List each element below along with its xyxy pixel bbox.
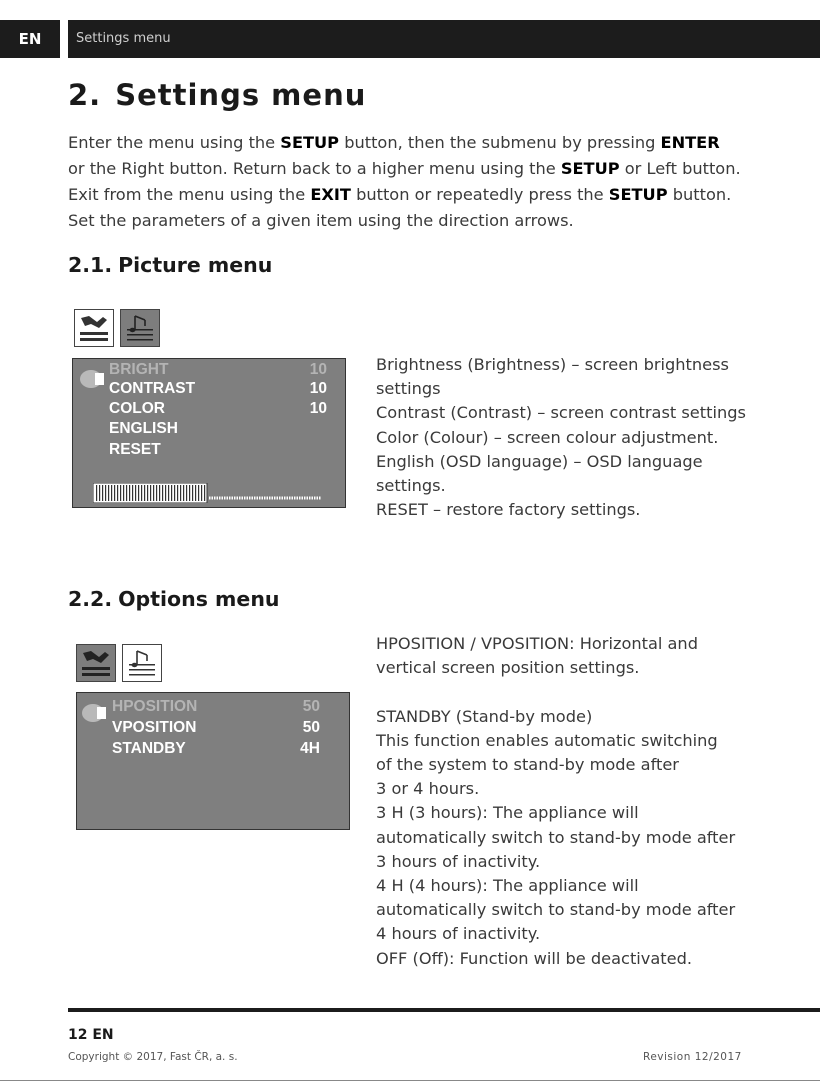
settings-note-icon xyxy=(122,644,162,682)
osd-bar-tick xyxy=(138,485,139,501)
osd-bar-tick xyxy=(192,485,193,501)
osd-bar-tick xyxy=(183,485,184,501)
osd-bar-tick xyxy=(204,485,205,501)
osd-bar-tick xyxy=(156,485,157,501)
picture-menu-heading: 2.1. Picture menu xyxy=(68,253,273,277)
options-osd-screen: HPOSITION 50 VPOSITION 50 STANDBY 4H xyxy=(76,692,350,830)
intro-line-1: Enter the menu using the SETUP button, then the submenu by pressing ENTER xyxy=(68,133,720,152)
osd-bar-tick xyxy=(120,485,121,501)
page-title xyxy=(68,78,366,112)
osd-bar-tick xyxy=(108,485,109,501)
intro-paragraph xyxy=(68,130,808,234)
osd-bar-tick xyxy=(168,485,169,501)
osd-bar-tick xyxy=(177,485,178,501)
osd-bar-tick xyxy=(105,485,106,501)
osd-bar-tick xyxy=(129,485,130,501)
osd-bar-tick xyxy=(111,485,112,501)
intro-line-2: or the Right button. Return back to a higher menu using the SETUP or Left button. xyxy=(68,159,741,178)
osd-bar-tick xyxy=(117,485,118,501)
osd-bar-tick xyxy=(174,485,175,501)
osd-bar-tick xyxy=(147,485,148,501)
osd-bar-tick xyxy=(201,485,202,501)
osd-bar-tick xyxy=(114,485,115,501)
osd-bar-tick xyxy=(180,485,181,501)
intro-line-3: Exit from the menu using the EXIT button or repeatedly press the SETUP button. xyxy=(68,185,732,204)
section-number: 2. xyxy=(68,78,102,112)
osd-bar-tick xyxy=(162,485,163,501)
intro-line-4: Set the parameters of a given item using the direction arrows. xyxy=(68,211,574,230)
header-breadcrumb: Settings menu xyxy=(68,20,820,58)
footer-rule xyxy=(68,1008,820,1012)
osd-bar-tick xyxy=(102,485,103,501)
osd-bar-tick xyxy=(159,485,160,501)
bottom-rule xyxy=(0,1080,820,1081)
osd-bar-tick xyxy=(165,485,166,501)
osd-bar-tick xyxy=(135,485,136,501)
revision-text: Revision 12/2017 xyxy=(643,1051,742,1063)
osd-bar-tick xyxy=(96,485,97,501)
osd-bar-tick xyxy=(141,485,142,501)
osd-bar-tick xyxy=(132,485,133,501)
copyright-text: Copyright © 2017, Fast ČR, a. s. xyxy=(68,1051,238,1063)
osd-bar-tick xyxy=(150,485,151,501)
osd-logo-icon xyxy=(81,702,109,724)
osd-level-bar xyxy=(93,483,321,503)
osd-bar-tick xyxy=(153,485,154,501)
picture-osd-screen: BRIGHT 10 CONTRAST 10 COLOR 10 ENGLISH RESET xyxy=(72,358,346,508)
section-title: Settings menu xyxy=(115,78,367,112)
picture-icon xyxy=(74,309,114,347)
osd-bar-tick xyxy=(189,485,190,501)
options-menu-description: HPOSITION / VPOSITION: Horizontal and vertical screen position settings. STANDBY (Stand-by mode) This function enables automatic switching of the system to stand-by mode after 3 or 4 hours. 3 H (3 hours): The appliance will automatically switch to stand-by mode after 3 hours of inactivity. 4 H (4 hours): The appliance will automatically switch to stand-by mode after 4 hours of inactivity. OFF (Off): Function will be deactivated. xyxy=(376,634,736,968)
picture-menu-icons xyxy=(74,309,160,347)
options-menu-heading: 2.2. Options menu xyxy=(68,587,280,611)
osd-bar-tick xyxy=(126,485,127,501)
options-menu-icons xyxy=(76,644,162,682)
picture-menu-description: Brightness (Brightness) – screen brightness settings Contrast (Contrast) – screen contrast settings Color (Colour) – screen colour adjustment. English (OSD language) – OSD language settings. RESET – restore factory settings. xyxy=(376,355,746,520)
osd-logo-icon xyxy=(79,368,107,390)
osd-bar-tick xyxy=(123,485,124,501)
osd-bar-tick xyxy=(195,485,196,501)
picture-icon xyxy=(76,644,116,682)
osd-bar-tick xyxy=(186,485,187,501)
osd-bar-tick xyxy=(198,485,199,501)
page-number: 12 EN xyxy=(68,1027,114,1043)
settings-note-icon xyxy=(120,309,160,347)
osd-bar-tick xyxy=(171,485,172,501)
osd-bar-tick xyxy=(144,485,145,501)
language-tab: EN xyxy=(0,20,60,58)
osd-bar-tick xyxy=(99,485,100,501)
